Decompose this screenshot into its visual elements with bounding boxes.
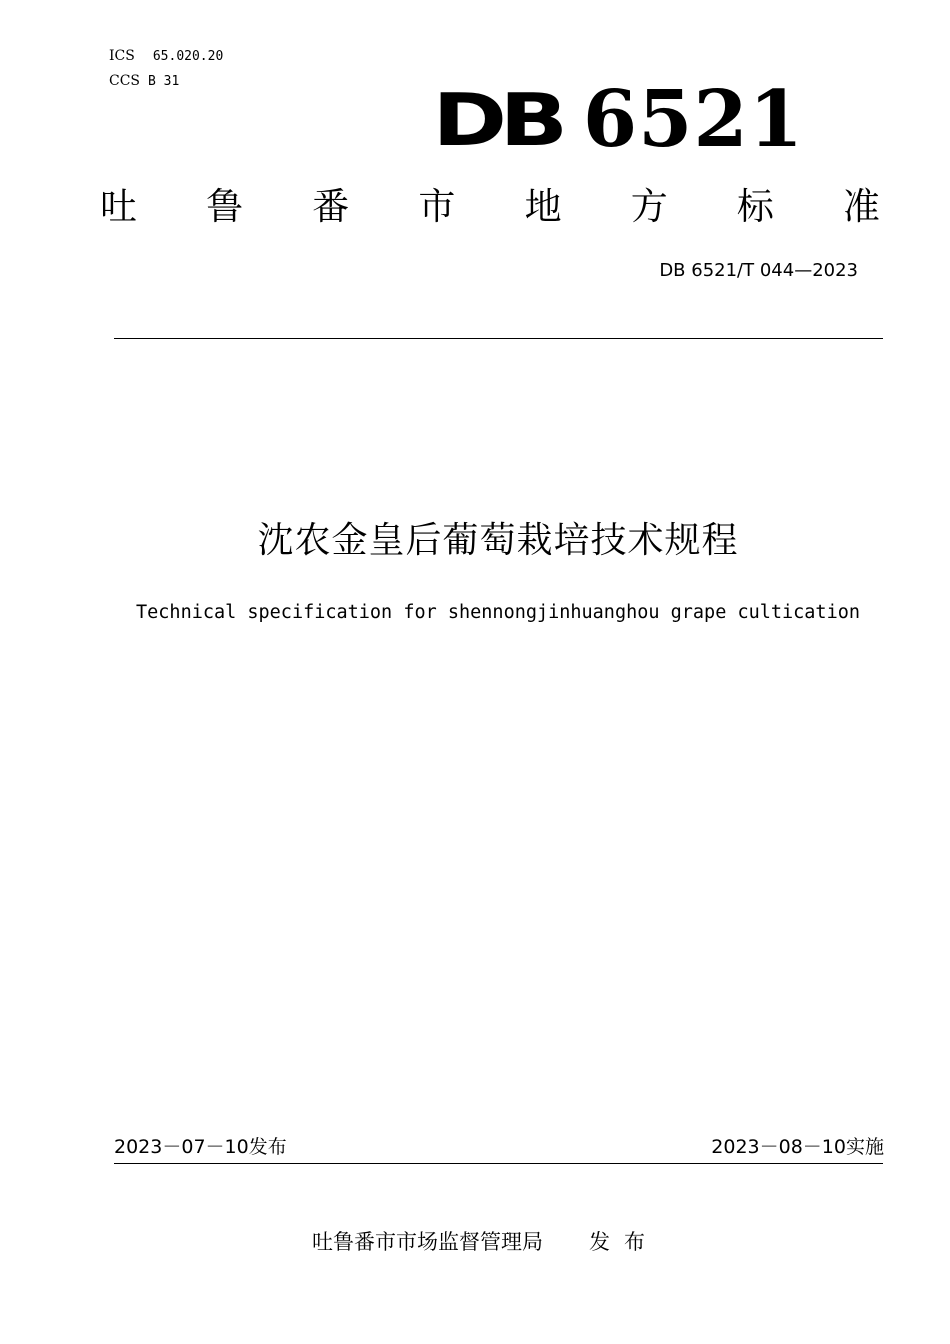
issue-date: 2023－07－10 [114, 1136, 249, 1158]
ics-label: ICS [109, 48, 135, 64]
ccs-code: B 31 [148, 74, 180, 89]
standard-type-char: 标 [736, 185, 774, 228]
issuer-action: 发布 [589, 1230, 659, 1254]
standard-type-char: 吐 [100, 185, 137, 228]
db-logo-letters: DB [432, 78, 561, 162]
standard-type-char: 准 [842, 185, 880, 228]
issuer-name: 吐鲁番市市场监督管理局 [312, 1230, 543, 1254]
standard-number: DB 6521/T 044—2023 [659, 260, 858, 281]
issue-date-block [114, 1134, 287, 1160]
issue-label: 发布 [248, 1136, 287, 1158]
document-title-english: Technical specification for shennongjinhuanghou grape cultication [136, 602, 860, 623]
db-logo-number: 6521 [582, 74, 804, 165]
implementation-date-block [711, 1134, 884, 1160]
standard-type-char: 方 [630, 185, 668, 228]
ccs-classification [109, 72, 179, 91]
top-divider [114, 338, 883, 339]
standard-type-char: 鲁 [206, 185, 244, 228]
standard-type-heading [100, 182, 880, 232]
document-title-chinese: 沈农金皇后葡萄栽培技术规程 [257, 520, 739, 561]
standard-type-char: 市 [418, 185, 456, 228]
ics-code: 65.020.20 [152, 49, 224, 64]
ics-classification [109, 47, 223, 66]
db-logo [432, 74, 804, 165]
implementation-label: 实施 [845, 1136, 884, 1158]
standard-type-char: 番 [312, 185, 350, 228]
implementation-date: 2023－08－10 [711, 1136, 846, 1158]
ccs-label: CCS [109, 73, 141, 89]
bottom-divider [114, 1163, 883, 1164]
standard-type-char: 地 [524, 185, 562, 228]
issuing-authority [312, 1227, 659, 1257]
